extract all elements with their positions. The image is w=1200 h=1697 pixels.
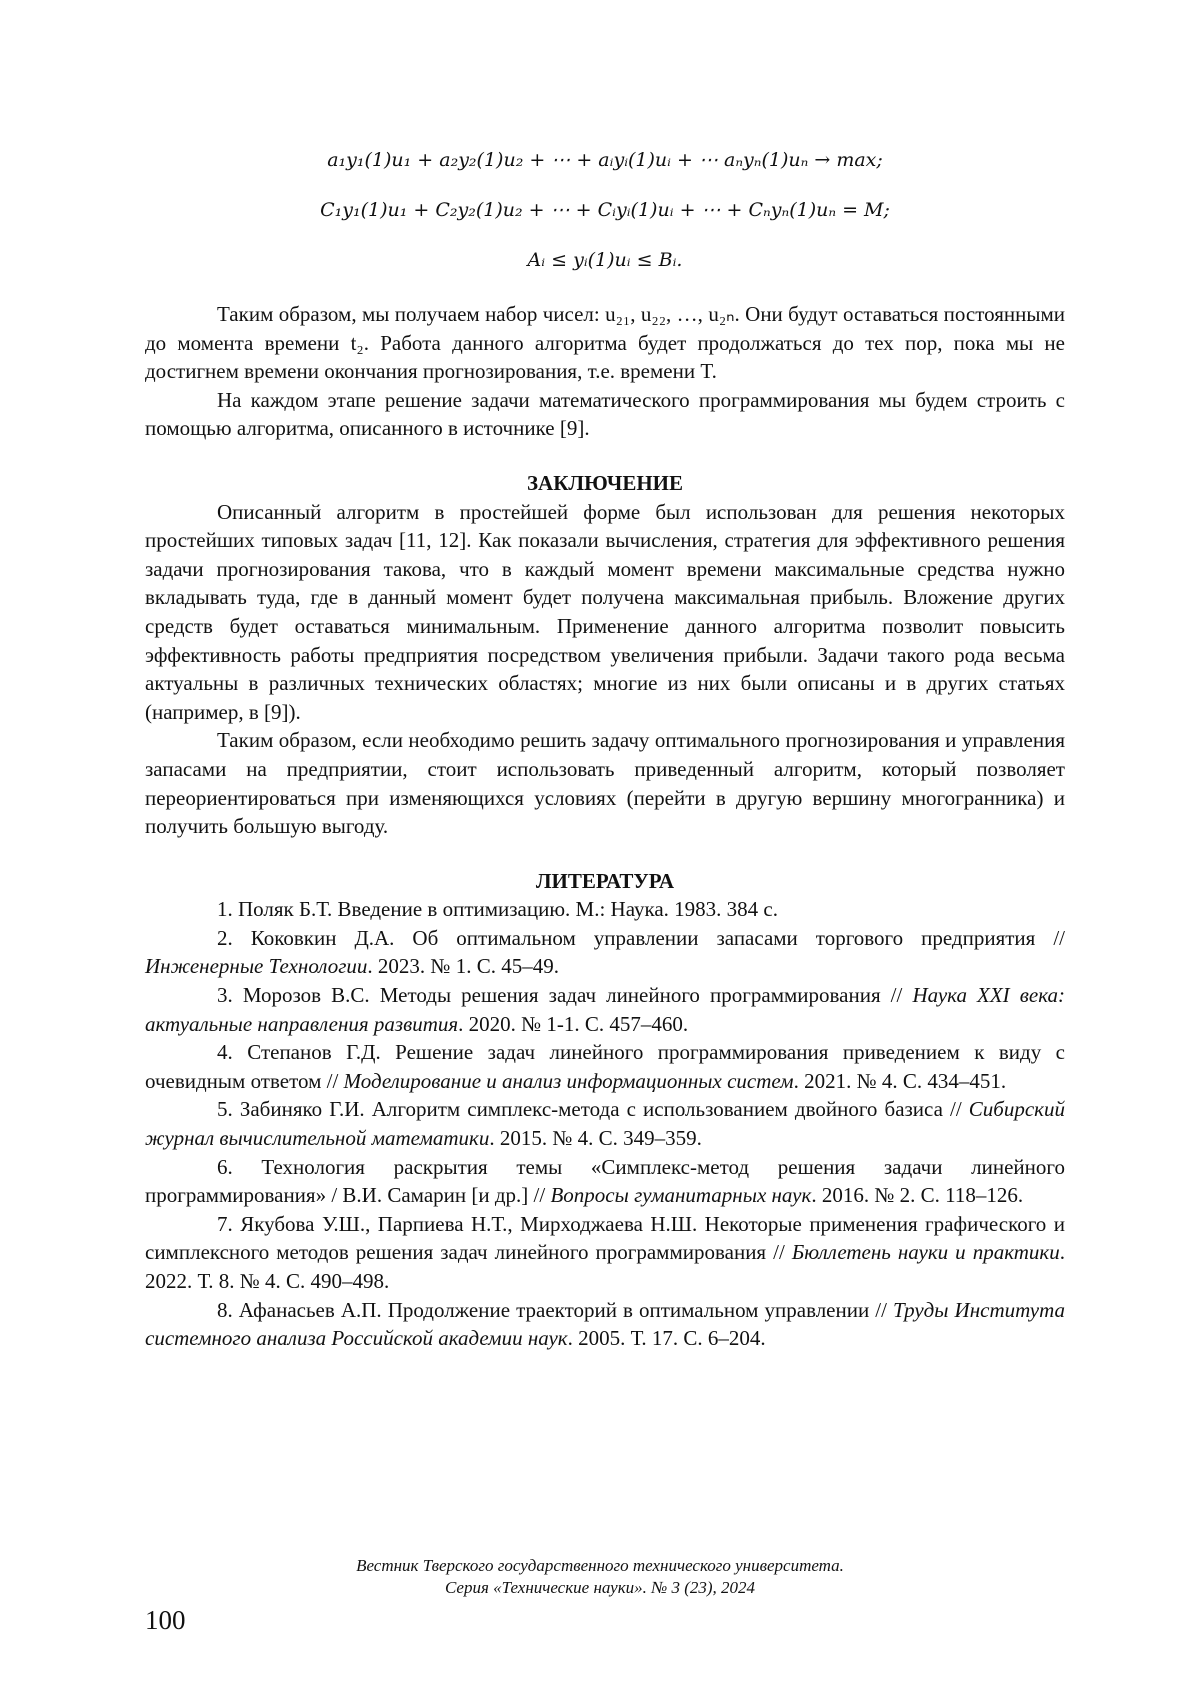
section-heading-references: ЛИТЕРАТУРА (145, 867, 1065, 896)
reference-text: 1. Поляк Б.Т. Введение в оптимизацию. М.: Наука. 1983. 384 с. (217, 897, 778, 921)
reference-text: 7. Якубова У.Ш., Парпиева Н.Т., Мирходжаева Н.Ш. Некоторые применения графического и симплексного методов решения задач линейного программирования // (145, 1212, 1065, 1265)
footer-journal-title: Вестник Тверского государственного технического университета. (0, 1555, 1200, 1577)
reference-journal: Бюллетень науки и практики (792, 1240, 1060, 1264)
reference-item (145, 1210, 1065, 1296)
reference-details: . 2005. Т. 17. С. 6–204. (568, 1326, 766, 1350)
reference-text: 3. Морозов В.С. Методы решения задач линейного программирования // (217, 983, 912, 1007)
reference-details: . 2020. № 1-1. С. 457–460. (458, 1012, 688, 1036)
reference-text: 8. Афанасьев А.П. Продолжение траекторий в оптимальном управлении // (217, 1298, 893, 1322)
reference-journal: Моделирование и анализ информационных систем (344, 1069, 794, 1093)
reference-item (145, 1153, 1065, 1210)
reference-journal: Инженерные Технологии (145, 954, 367, 978)
formula-bounds: Aᵢ ≤ yᵢ(1)uᵢ ≤ Bᵢ. (145, 240, 1065, 290)
reference-text: 2. Коковкин Д.А. Об оптимальном управлении запасами торгового предприятия // (217, 926, 1065, 950)
reference-item (145, 1038, 1065, 1095)
reference-journal: Вопросы гуманитарных наук (550, 1183, 811, 1207)
reference-journal: Сибирский журнал вычислительной математики (145, 1097, 1065, 1150)
reference-item (145, 924, 1065, 981)
reference-text: 4. Степанов Г.Д. Решение задач линейного программирования приведением к виду с очевидным ответом // (145, 1040, 1065, 1093)
formula-objective: a₁y₁(1)u₁ + a₂y₂(1)u₂ + ⋯ + aᵢyᵢ(1)uᵢ + ⋯ aₙyₙ(1)uₙ → max; (145, 140, 1065, 190)
reference-journal: Труды Института системного анализа Российской академии наук (145, 1298, 1065, 1351)
reference-item (145, 895, 1065, 924)
paragraph: Таким образом, если необходимо решить задачу оптимального прогнозирования и управления запасами на предприятии, стоит использовать приведенный алгоритм, который позволяет переориентироваться при изменяющихся условиях (перейти в другую вершину многогранника) и получить большую выгоду. (145, 726, 1065, 840)
reference-details: . 2016. № 2. С. 118–126. (811, 1183, 1023, 1207)
journal-footer (0, 1555, 1200, 1599)
reference-details: . 2022. Т. 8. № 4. С. 490–498. (145, 1240, 1065, 1293)
page-body (145, 140, 1065, 1353)
reference-journal: Наука XXI века: актуальные направления развития (145, 983, 1065, 1036)
reference-text: 5. Забиняко Г.И. Алгоритм симплекс-метода с использованием двойного базиса // (217, 1097, 969, 1121)
reference-item (145, 1095, 1065, 1152)
paragraph: Описанный алгоритм в простейшей форме был использован для решения некоторых простейших типовых задач [11, 12]. Как показали вычисления, стратегия для эффективного решения задачи прогнозирования такова, что в каждый момент времени максимальные средства нужно вкладывать туда, где в данный момент будет получена максимальная прибыль. Вложение других средств будет оставаться минимальным. Применение данного алгоритма позволит повысить эффективность работы предприятия посредством увеличения прибыли. Задачи такого рода весьма актуальны в различных технических областях; многие из них были описаны и в других статьях (например, в [9]). (145, 498, 1065, 727)
reference-details: . 2021. № 4. С. 434–451. (794, 1069, 1007, 1093)
paragraph: Таким образом, мы получаем набор чисел: u₂₁, u₂₂, …, u₂ₙ. Они будут оставаться постоянными до момента времени t₂. Работа данного алгоритма будет продолжаться до тех пор, пока мы не достигнем времени окончания прогнозирования, т.е. времени T. (145, 300, 1065, 386)
page-number: 100 (145, 1605, 186, 1636)
reference-details: . 2023. № 1. С. 45–49. (367, 954, 559, 978)
footer-series: Серия «Технические науки». № 3 (23), 2024 (0, 1577, 1200, 1599)
section-heading-conclusion: ЗАКЛЮЧЕНИЕ (145, 469, 1065, 498)
reference-details: . 2015. № 4. С. 349–359. (489, 1126, 702, 1150)
reference-item (145, 1296, 1065, 1353)
formula-constraint: C₁y₁(1)u₁ + C₂y₂(1)u₂ + ⋯ + Cᵢyᵢ(1)uᵢ + ⋯ + Cₙyₙ(1)uₙ = M; (145, 190, 1065, 240)
reference-text: 6. Технология раскрытия темы «Симплекс-метод решения задачи линейного программирования» / В.И. Самарин [и др.] // (145, 1155, 1065, 1208)
reference-item (145, 981, 1065, 1038)
paragraph: На каждом этапе решение задачи математического программирования мы будем строить с помощью алгоритма, описанного в источнике [9]. (145, 386, 1065, 443)
